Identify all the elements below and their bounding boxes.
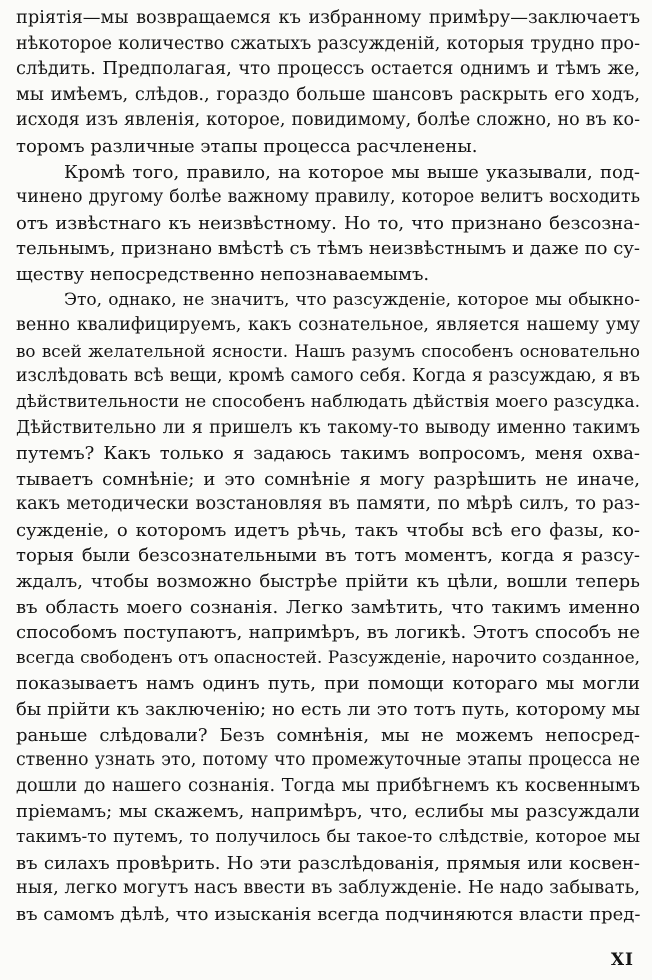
text-line: бы прійти къ заключенію; но есть ли это тотъ путь, которому мы bbox=[16, 699, 640, 721]
text-line: сужденіе, о которомъ идетъ рѣчь, такъ чтобы всѣ его фазы, ко- bbox=[16, 519, 640, 541]
text-line: венно квалифицируемъ, какъ сознательное, является нашему уму bbox=[16, 315, 640, 336]
paragraph bbox=[16, 6, 640, 160]
text-line: способомъ поступаютъ, напримѣръ, въ логикѣ. Этотъ способъ не bbox=[16, 622, 640, 644]
text-line: путемъ? Какъ только я задаюсь такимъ вопросомъ, меня охва- bbox=[16, 443, 640, 465]
text-line: раньше слѣдовали? Безъ сомнѣнія, мы не можемъ непосред- bbox=[16, 724, 640, 746]
text-line: Это, однако, не значитъ, что разсужденіе, которое мы обыкно- bbox=[64, 289, 640, 310]
text-line: нѣкоторое количество сжатыхъ разсужденій, которыя трудно про- bbox=[16, 33, 640, 54]
text-line: въ силахъ провѣрить. Но эти разслѣдованія, прямыя или косвен- bbox=[16, 852, 640, 874]
text-line: Дѣйствительно ли я пришелъ къ такому-то выводу именно такимъ bbox=[16, 417, 640, 438]
text-line: во всей желательной ясности. Нашъ разумъ способенъ основательно bbox=[16, 340, 640, 361]
text-line: дѣйствительности не способенъ наблюдать дѣйствія моего разсудка. bbox=[16, 391, 640, 412]
text-line: дошли до нашего сознанія. Тогда мы прибѣгнемъ къ косвеннымъ bbox=[16, 775, 640, 796]
text-line: чинено другому болѣе важному правилу, которое велитъ восходить bbox=[16, 187, 640, 208]
text-line: торомъ различные этапы процесса расчленены. bbox=[16, 135, 478, 157]
text-line: всегда свободенъ отъ опасностей. Разсужденіе, нарочито созданное, bbox=[16, 647, 640, 668]
text-line: исходя изъ явленія, которое, повидимому, болѣе сложно, но въ ко- bbox=[16, 110, 640, 131]
text-line: въ область моего сознанія. Легко замѣтить, что такимъ именно bbox=[16, 596, 640, 618]
text-line: Кромѣ того, правило, на которое мы выше указывали, под- bbox=[64, 161, 640, 183]
text-line: въ самомъ дѣлѣ, что изысканія всегда подчиняются власти пред- bbox=[16, 903, 640, 925]
text-line: отъ извѣстнаго къ неизвѣстному. Но то, что признано безсозна- bbox=[16, 212, 640, 234]
paragraph bbox=[16, 288, 640, 928]
text-line: пріемамъ; мы скажемъ, напримѣръ, что, еслибы мы разсуждали bbox=[16, 801, 640, 823]
text-line: показываетъ намъ одинъ путь, при помощи котораго мы могли bbox=[16, 673, 640, 695]
text-line: торыя были безсознательными въ тотъ моментъ, когда я разсу- bbox=[16, 545, 640, 567]
text-line: слѣдить. Предполагая, что процессъ остается однимъ и тѣмъ же, bbox=[16, 59, 640, 80]
text-line: ществу непосредственно непознаваемымъ. bbox=[16, 263, 430, 285]
text-line: ждалъ, чтобы возможно быстрѣе прійти къ цѣли, вошли теперь bbox=[16, 571, 640, 593]
text-line: пріятія—мы возвращаемся къ избранному примѣру—заключаетъ bbox=[16, 8, 640, 28]
text-line: какъ методически возстановляя въ памяти, по мѣрѣ силъ, то раз- bbox=[16, 494, 640, 515]
text-line: мы имѣемъ, слѣдов., гораздо больше шансовъ раскрыть его ходъ, bbox=[16, 84, 640, 105]
text-line: такимъ-то путемъ, то получилось бы такое-то слѣдствіе, которое мы bbox=[16, 827, 640, 847]
body-text bbox=[16, 6, 640, 927]
text-line: тываетъ сомнѣніе; и это сомнѣніе я могу разрѣшить не иначе, bbox=[16, 468, 640, 490]
text-line: тельнымъ, признано вмѣстѣ съ тѣмъ неизвѣстнымъ и даже по су- bbox=[16, 238, 640, 260]
page-number: XI bbox=[610, 950, 634, 970]
paragraph bbox=[16, 160, 640, 288]
text-line: изслѣдовать всѣ вещи, кромѣ самого себя. Когда я разсуждаю, я въ bbox=[16, 366, 640, 387]
text-line: ственно узнать это, потому что промежуточные этапы процесса не bbox=[16, 750, 640, 771]
text-line: ныя, легко могутъ насъ ввести въ заблужденіе. Не надо забывать, bbox=[16, 878, 640, 899]
